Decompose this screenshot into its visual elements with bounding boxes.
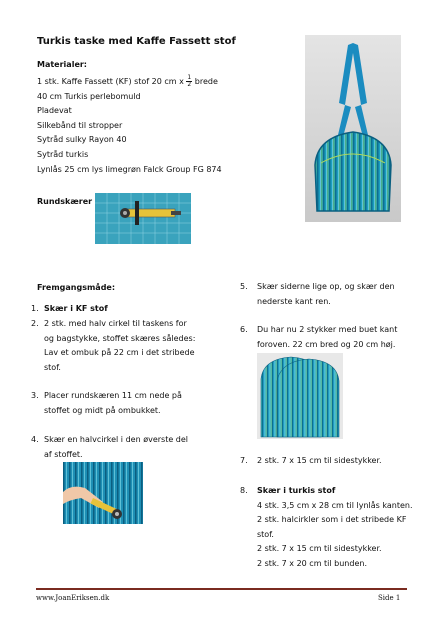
step-line: stof. <box>257 529 274 539</box>
step-line: 4 stk. 3,5 cm x 28 cm til lynlås kanten. <box>257 500 413 510</box>
materials-list <box>37 75 222 177</box>
page-title: Turkis taske med Kaffe Fassett stof <box>37 36 236 47</box>
step-heading: Skær i turkis stof <box>257 486 336 495</box>
materials-item: Lynlås 25 cm lys limegrøn Falck Group FG 874 <box>37 164 222 174</box>
step-number: 7. <box>240 456 248 465</box>
footer-rule <box>36 588 407 590</box>
materials-item: Sytråd turkis <box>37 149 89 159</box>
fraction-denominator: 2 <box>187 81 192 88</box>
step-number: 4. <box>31 435 39 444</box>
materials-item: 40 cm Turkis perlebomuld <box>37 91 141 101</box>
step-line: stof. <box>44 362 61 372</box>
step-line: 2 stk. med halv cirkel til taskens for <box>44 319 187 328</box>
materials-item-fabric <box>37 75 222 90</box>
materials-item: Sytråd sulky Rayon 40 <box>37 135 127 145</box>
step-line: Skær en halvcirkel i den øverste del <box>44 435 189 444</box>
step-line: 2 stk. 7 x 15 cm til sidestykker. <box>257 544 382 554</box>
hand-cutting-photo <box>63 462 143 524</box>
procedure-heading: Fremgangsmåde: <box>37 283 116 292</box>
step-line: nederste kant ren. <box>257 296 331 306</box>
step-number: 3. <box>31 391 39 400</box>
step-number: 8. <box>240 486 248 495</box>
bag-photo <box>305 35 401 222</box>
materials-item-fabric-prefix: 1 stk. Kaffe Fassett (KF) stof 20 cm x <box>37 77 184 86</box>
step-line: Lav et ombuk på 22 cm i det stribede <box>44 348 195 358</box>
step-line: 2 stk. 7 x 20 cm til bunden. <box>257 558 367 568</box>
materials-item: Pladevat <box>37 106 72 116</box>
step-number: 1. <box>31 304 39 313</box>
step-text: 2 stk. 7 x 15 cm til sidestykker. <box>257 456 382 465</box>
step-line: Du har nu 2 stykker med buet kant <box>257 325 398 334</box>
fraction-numerator: 1 <box>187 74 192 81</box>
materials-heading: Materialer: <box>37 60 88 69</box>
step-number: 6. <box>240 325 248 334</box>
step-number: 2. <box>31 319 39 328</box>
footer-page-number: Side 1 <box>378 594 401 602</box>
step-line: Placer rundskæren 11 cm nede på <box>44 391 182 400</box>
materials-item-fabric-suffix: brede <box>194 77 218 86</box>
step-line: stoffet og midt på ombukket. <box>44 405 161 415</box>
rotary-cutter-label: Rundskærer <box>37 197 93 206</box>
step-line: foroven. 22 cm bred og 20 cm høj. <box>257 339 396 349</box>
half-fraction <box>186 75 192 88</box>
step-text: Skær i KF stof <box>44 304 108 313</box>
footer-website: www.JoanEriksen.dk <box>36 594 110 602</box>
step-number: 5. <box>240 282 248 291</box>
step-line: 2 stk. halcirkler som i det stribede KF <box>257 515 407 525</box>
rotary-cutter-photo <box>95 193 191 244</box>
arch-fabric-pieces-photo <box>257 353 343 439</box>
step-line: Skær siderne lige op, og skær den <box>257 282 395 291</box>
step-line: og bagstykke, stoffet skæres således: <box>44 333 196 343</box>
materials-item: Silkebånd til stropper <box>37 120 123 130</box>
step-line: af stoffet. <box>44 449 83 459</box>
